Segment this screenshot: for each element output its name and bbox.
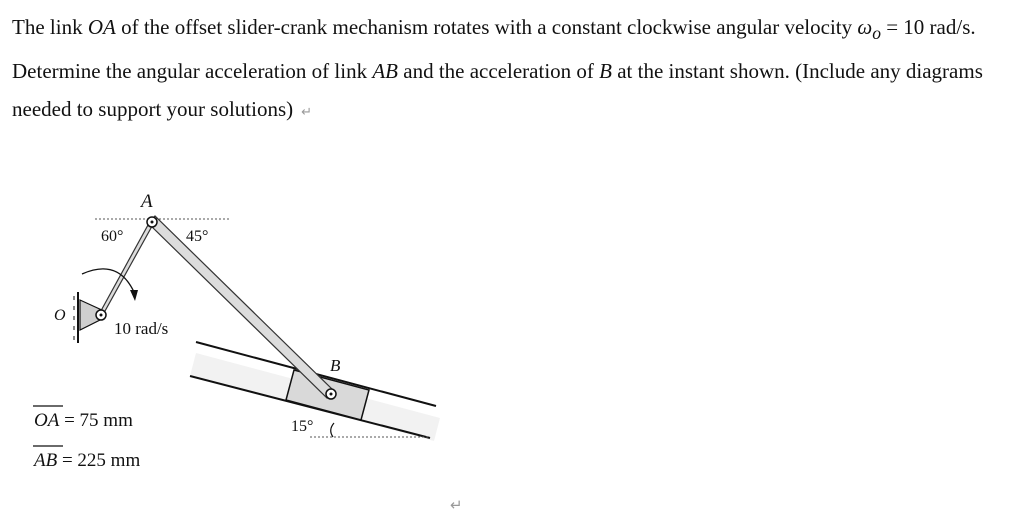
label-angle-ab: 45° bbox=[186, 228, 209, 245]
slot-angle-arc bbox=[331, 423, 334, 437]
label-omega: 10 rad/s bbox=[114, 319, 169, 338]
label-o: O bbox=[54, 307, 66, 324]
var-b: B bbox=[599, 59, 612, 84]
omega-arrowhead bbox=[130, 290, 138, 301]
label-a: A bbox=[141, 191, 153, 212]
problem-statement: The link OA of the offset slider-crank mechanism rotates with a constant clockwise angular velocity $\omega_o = 10$ rad/s. Determine the angular acceleration of link AB and the acceleration of B at the instant shown. (Include any diagrams needed to support your solutions) ↵ bbox=[12, 15, 983, 122]
var-ab: AB bbox=[372, 59, 398, 84]
var-omega: ω bbox=[857, 15, 873, 39]
dim-oa: OA = 75 mm bbox=[34, 410, 133, 431]
var-omega-sub: o bbox=[872, 23, 881, 44]
return-icon-bottom: ↵ bbox=[450, 496, 463, 514]
return-icon: ↵ bbox=[301, 105, 313, 121]
label-angle-slot: 15° bbox=[291, 418, 314, 435]
dim-ab: AB = 225 mm bbox=[34, 450, 141, 471]
label-angle-oa: 60° bbox=[101, 228, 124, 245]
label-b: B bbox=[330, 356, 341, 375]
var-oa: OA bbox=[87, 15, 116, 39]
